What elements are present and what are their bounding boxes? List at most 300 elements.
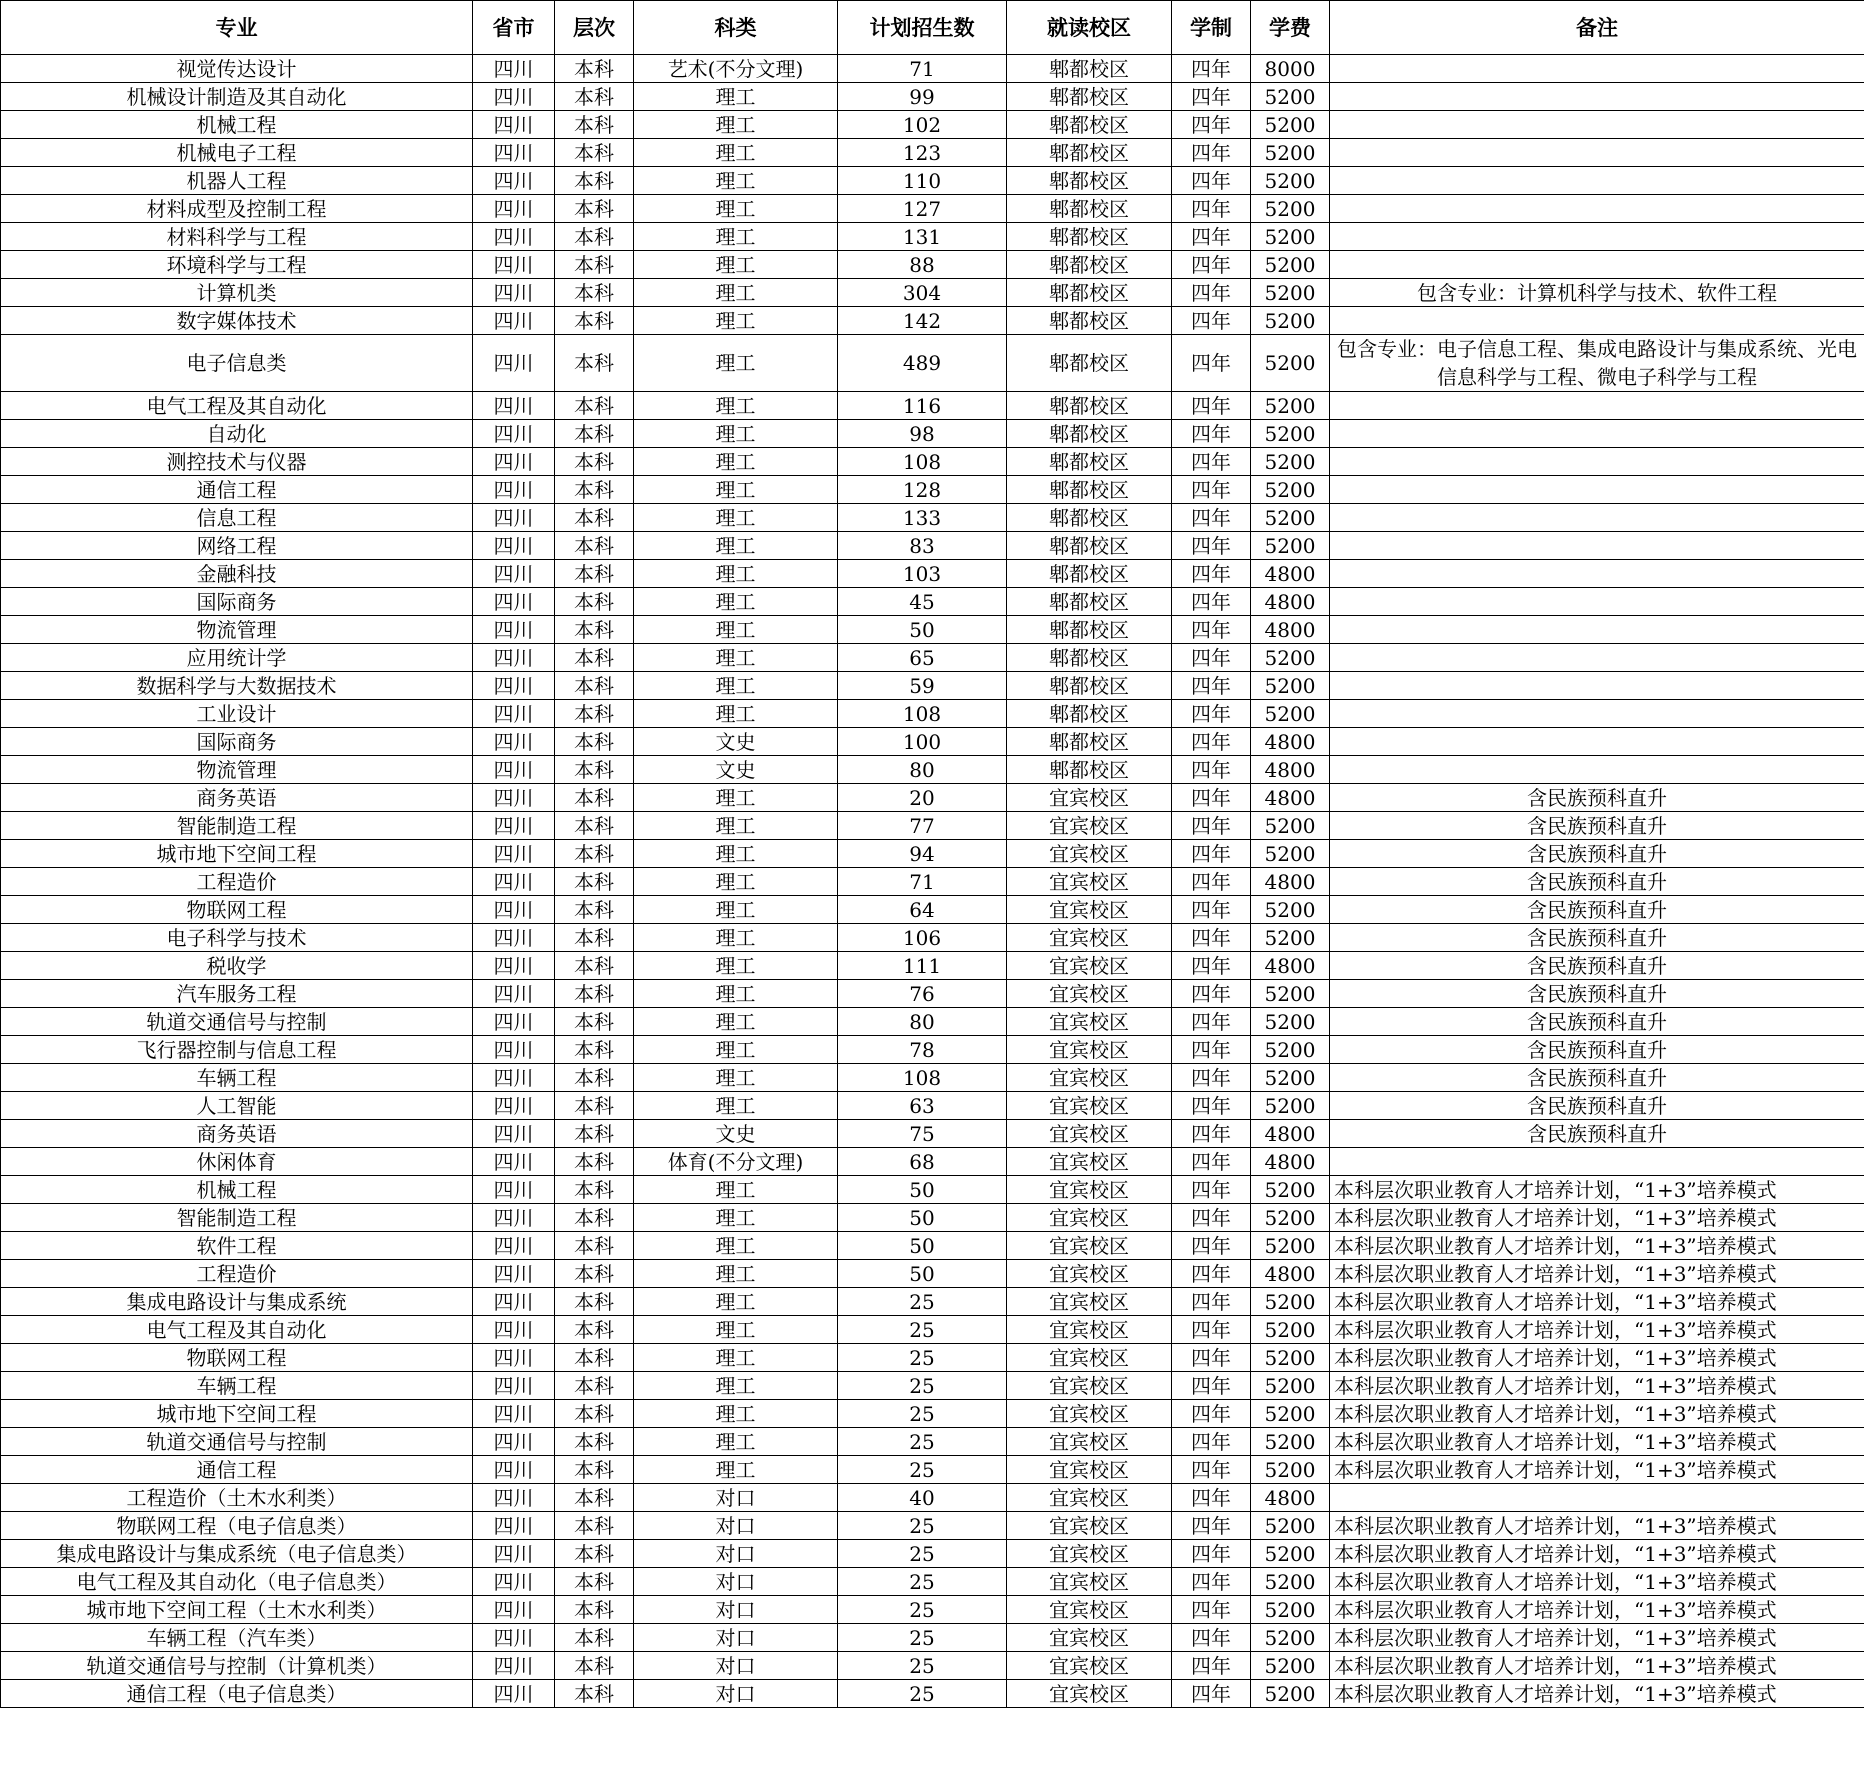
cell-level: 本科	[555, 195, 634, 223]
cell-category: 理工	[634, 1400, 838, 1428]
cell-remarks	[1330, 307, 1864, 335]
cell-tuition: 4800	[1251, 616, 1330, 644]
cell-level: 本科	[555, 223, 634, 251]
cell-tuition: 5200	[1251, 392, 1330, 420]
cell-planned-count: 25	[838, 1428, 1007, 1456]
cell-tuition: 4800	[1251, 868, 1330, 896]
table-row	[1, 896, 1864, 924]
cell-duration: 四年	[1172, 1036, 1251, 1064]
cell-level: 本科	[555, 1540, 634, 1568]
cell-campus: 郫都校区	[1007, 307, 1172, 335]
cell-planned-count: 116	[838, 392, 1007, 420]
cell-tuition: 4800	[1251, 588, 1330, 616]
column-header-province: 省市	[473, 1, 555, 55]
table-row	[1, 980, 1864, 1008]
cell-planned-count: 50	[838, 1232, 1007, 1260]
cell-campus: 宜宾校区	[1007, 1512, 1172, 1540]
cell-planned-count: 98	[838, 420, 1007, 448]
cell-category: 理工	[634, 1092, 838, 1120]
cell-duration: 四年	[1172, 952, 1251, 980]
cell-tuition: 4800	[1251, 728, 1330, 756]
cell-level: 本科	[555, 840, 634, 868]
cell-duration: 四年	[1172, 1344, 1251, 1372]
cell-major: 物联网工程（电子信息类）	[1, 1512, 473, 1540]
cell-level: 本科	[555, 167, 634, 195]
table-row	[1, 1232, 1864, 1260]
cell-province: 四川	[473, 1288, 555, 1316]
cell-category: 理工	[634, 1232, 838, 1260]
table-body	[1, 55, 1864, 1708]
cell-planned-count: 25	[838, 1316, 1007, 1344]
cell-category: 理工	[634, 279, 838, 307]
cell-level: 本科	[555, 1036, 634, 1064]
cell-level: 本科	[555, 1624, 634, 1652]
cell-duration: 四年	[1172, 868, 1251, 896]
table-row	[1, 251, 1864, 279]
column-header-planned-count: 计划招生数	[838, 1, 1007, 55]
cell-province: 四川	[473, 1484, 555, 1512]
cell-tuition: 5200	[1251, 1428, 1330, 1456]
cell-remarks: 本科层次职业教育人才培养计划，“1+3”培养模式	[1330, 1456, 1864, 1484]
cell-province: 四川	[473, 1148, 555, 1176]
cell-planned-count: 25	[838, 1400, 1007, 1428]
cell-level: 本科	[555, 896, 634, 924]
cell-level: 本科	[555, 560, 634, 588]
cell-category: 体育(不分文理)	[634, 1148, 838, 1176]
table-row	[1, 1288, 1864, 1316]
cell-category: 理工	[634, 223, 838, 251]
cell-duration: 四年	[1172, 195, 1251, 223]
cell-remarks	[1330, 55, 1864, 83]
cell-province: 四川	[473, 728, 555, 756]
cell-major: 通信工程	[1, 1456, 473, 1484]
cell-level: 本科	[555, 1288, 634, 1316]
cell-planned-count: 304	[838, 279, 1007, 307]
cell-campus: 郫都校区	[1007, 728, 1172, 756]
cell-campus: 宜宾校区	[1007, 1456, 1172, 1484]
cell-duration: 四年	[1172, 644, 1251, 672]
cell-remarks	[1330, 756, 1864, 784]
cell-campus: 宜宾校区	[1007, 1372, 1172, 1400]
cell-category: 理工	[634, 588, 838, 616]
cell-province: 四川	[473, 868, 555, 896]
cell-duration: 四年	[1172, 896, 1251, 924]
cell-duration: 四年	[1172, 1288, 1251, 1316]
cell-major: 车辆工程	[1, 1064, 473, 1092]
cell-campus: 宜宾校区	[1007, 1008, 1172, 1036]
cell-category: 理工	[634, 251, 838, 279]
cell-remarks: 本科层次职业教育人才培养计划，“1+3”培养模式	[1330, 1372, 1864, 1400]
cell-tuition: 5200	[1251, 167, 1330, 195]
cell-province: 四川	[473, 1120, 555, 1148]
cell-duration: 四年	[1172, 1624, 1251, 1652]
cell-duration: 四年	[1172, 504, 1251, 532]
cell-campus: 宜宾校区	[1007, 1092, 1172, 1120]
cell-remarks	[1330, 448, 1864, 476]
cell-planned-count: 83	[838, 532, 1007, 560]
cell-province: 四川	[473, 616, 555, 644]
cell-planned-count: 108	[838, 1064, 1007, 1092]
cell-tuition: 4800	[1251, 1120, 1330, 1148]
cell-level: 本科	[555, 1456, 634, 1484]
cell-duration: 四年	[1172, 307, 1251, 335]
cell-major: 机械设计制造及其自动化	[1, 83, 473, 111]
cell-planned-count: 133	[838, 504, 1007, 532]
cell-major: 城市地下空间工程（土木水利类）	[1, 1596, 473, 1624]
cell-category: 理工	[634, 139, 838, 167]
cell-remarks: 本科层次职业教育人才培养计划，“1+3”培养模式	[1330, 1400, 1864, 1428]
column-header-remarks: 备注	[1330, 1, 1864, 55]
cell-level: 本科	[555, 616, 634, 644]
cell-major: 轨道交通信号与控制	[1, 1008, 473, 1036]
cell-campus: 宜宾校区	[1007, 868, 1172, 896]
cell-category: 理工	[634, 1372, 838, 1400]
cell-planned-count: 63	[838, 1092, 1007, 1120]
cell-category: 理工	[634, 672, 838, 700]
table-row	[1, 139, 1864, 167]
cell-duration: 四年	[1172, 1484, 1251, 1512]
cell-remarks: 本科层次职业教育人才培养计划，“1+3”培养模式	[1330, 1344, 1864, 1372]
cell-level: 本科	[555, 784, 634, 812]
cell-province: 四川	[473, 700, 555, 728]
cell-campus: 宜宾校区	[1007, 1036, 1172, 1064]
cell-province: 四川	[473, 1232, 555, 1260]
cell-duration: 四年	[1172, 756, 1251, 784]
cell-major: 物流管理	[1, 756, 473, 784]
cell-duration: 四年	[1172, 1652, 1251, 1680]
cell-level: 本科	[555, 139, 634, 167]
cell-planned-count: 123	[838, 139, 1007, 167]
cell-major: 国际商务	[1, 728, 473, 756]
cell-planned-count: 127	[838, 195, 1007, 223]
cell-remarks: 本科层次职业教育人才培养计划，“1+3”培养模式	[1330, 1428, 1864, 1456]
cell-remarks: 本科层次职业教育人才培养计划，“1+3”培养模式	[1330, 1624, 1864, 1652]
cell-duration: 四年	[1172, 1232, 1251, 1260]
cell-tuition: 5200	[1251, 1344, 1330, 1372]
table-row	[1, 476, 1864, 504]
cell-category: 对口	[634, 1596, 838, 1624]
cell-campus: 郫都校区	[1007, 560, 1172, 588]
cell-remarks: 含民族预科直升	[1330, 812, 1864, 840]
cell-remarks	[1330, 1484, 1864, 1512]
cell-duration: 四年	[1172, 1092, 1251, 1120]
cell-level: 本科	[555, 812, 634, 840]
cell-province: 四川	[473, 1008, 555, 1036]
cell-duration: 四年	[1172, 1400, 1251, 1428]
cell-level: 本科	[555, 448, 634, 476]
cell-campus: 宜宾校区	[1007, 1148, 1172, 1176]
cell-level: 本科	[555, 1316, 634, 1344]
cell-province: 四川	[473, 1092, 555, 1120]
cell-campus: 郫都校区	[1007, 251, 1172, 279]
table-row	[1, 1092, 1864, 1120]
cell-category: 对口	[634, 1624, 838, 1652]
cell-level: 本科	[555, 1120, 634, 1148]
cell-province: 四川	[473, 1540, 555, 1568]
cell-major: 材料科学与工程	[1, 223, 473, 251]
cell-remarks: 本科层次职业教育人才培养计划，“1+3”培养模式	[1330, 1512, 1864, 1540]
cell-province: 四川	[473, 1596, 555, 1624]
table-row	[1, 784, 1864, 812]
cell-campus: 郫都校区	[1007, 532, 1172, 560]
cell-duration: 四年	[1172, 672, 1251, 700]
cell-level: 本科	[555, 700, 634, 728]
cell-province: 四川	[473, 896, 555, 924]
table-row	[1, 560, 1864, 588]
cell-major: 轨道交通信号与控制	[1, 1428, 473, 1456]
cell-major: 计算机类	[1, 279, 473, 307]
cell-category: 对口	[634, 1540, 838, 1568]
cell-campus: 宜宾校区	[1007, 1344, 1172, 1372]
cell-level: 本科	[555, 1372, 634, 1400]
cell-campus: 宜宾校区	[1007, 840, 1172, 868]
table-row	[1, 83, 1864, 111]
cell-major: 环境科学与工程	[1, 251, 473, 279]
cell-province: 四川	[473, 392, 555, 420]
table-row	[1, 1540, 1864, 1568]
cell-major: 通信工程（电子信息类）	[1, 1680, 473, 1708]
cell-category: 理工	[634, 700, 838, 728]
cell-duration: 四年	[1172, 532, 1251, 560]
cell-level: 本科	[555, 588, 634, 616]
cell-major: 视觉传达设计	[1, 55, 473, 83]
cell-level: 本科	[555, 980, 634, 1008]
cell-campus: 宜宾校区	[1007, 1680, 1172, 1708]
table-row	[1, 952, 1864, 980]
cell-major: 机械工程	[1, 111, 473, 139]
cell-remarks: 本科层次职业教育人才培养计划，“1+3”培养模式	[1330, 1204, 1864, 1232]
cell-province: 四川	[473, 840, 555, 868]
cell-campus: 宜宾校区	[1007, 1484, 1172, 1512]
cell-tuition: 5200	[1251, 700, 1330, 728]
cell-level: 本科	[555, 420, 634, 448]
table-row	[1, 1176, 1864, 1204]
cell-category: 理工	[634, 1288, 838, 1316]
cell-level: 本科	[555, 1204, 634, 1232]
cell-campus: 郫都校区	[1007, 700, 1172, 728]
cell-planned-count: 71	[838, 868, 1007, 896]
cell-remarks: 本科层次职业教育人才培养计划，“1+3”培养模式	[1330, 1568, 1864, 1596]
table-row	[1, 728, 1864, 756]
cell-category: 文史	[634, 756, 838, 784]
cell-category: 对口	[634, 1512, 838, 1540]
cell-planned-count: 80	[838, 1008, 1007, 1036]
cell-category: 理工	[634, 952, 838, 980]
cell-major: 数字媒体技术	[1, 307, 473, 335]
cell-duration: 四年	[1172, 812, 1251, 840]
cell-level: 本科	[555, 1680, 634, 1708]
table-row	[1, 1148, 1864, 1176]
cell-category: 理工	[634, 812, 838, 840]
cell-campus: 郫都校区	[1007, 420, 1172, 448]
cell-planned-count: 131	[838, 223, 1007, 251]
table-row	[1, 868, 1864, 896]
cell-remarks: 含民族预科直升	[1330, 1092, 1864, 1120]
cell-major: 电气工程及其自动化	[1, 392, 473, 420]
cell-major: 机械工程	[1, 1176, 473, 1204]
cell-planned-count: 45	[838, 588, 1007, 616]
cell-duration: 四年	[1172, 1540, 1251, 1568]
cell-province: 四川	[473, 448, 555, 476]
cell-planned-count: 25	[838, 1652, 1007, 1680]
cell-major: 网络工程	[1, 532, 473, 560]
cell-campus: 宜宾校区	[1007, 1064, 1172, 1092]
cell-planned-count: 25	[838, 1680, 1007, 1708]
cell-duration: 四年	[1172, 392, 1251, 420]
cell-planned-count: 40	[838, 1484, 1007, 1512]
table-row	[1, 1008, 1864, 1036]
column-header-campus: 就读校区	[1007, 1, 1172, 55]
cell-province: 四川	[473, 476, 555, 504]
cell-province: 四川	[473, 55, 555, 83]
cell-remarks	[1330, 83, 1864, 111]
cell-level: 本科	[555, 1344, 634, 1372]
cell-duration: 四年	[1172, 83, 1251, 111]
table-row	[1, 672, 1864, 700]
cell-tuition: 5200	[1251, 1540, 1330, 1568]
cell-tuition: 5200	[1251, 1288, 1330, 1316]
cell-category: 理工	[634, 532, 838, 560]
cell-category: 理工	[634, 980, 838, 1008]
cell-duration: 四年	[1172, 1596, 1251, 1624]
table-row	[1, 700, 1864, 728]
cell-planned-count: 106	[838, 924, 1007, 952]
cell-tuition: 5200	[1251, 1204, 1330, 1232]
cell-major: 集成电路设计与集成系统	[1, 1288, 473, 1316]
cell-remarks	[1330, 644, 1864, 672]
cell-duration: 四年	[1172, 1260, 1251, 1288]
table-row	[1, 1260, 1864, 1288]
cell-duration: 四年	[1172, 840, 1251, 868]
cell-category: 理工	[634, 111, 838, 139]
cell-tuition: 4800	[1251, 952, 1330, 980]
cell-planned-count: 50	[838, 1176, 1007, 1204]
table-row	[1, 335, 1864, 392]
cell-province: 四川	[473, 83, 555, 111]
cell-major: 车辆工程（汽车类）	[1, 1624, 473, 1652]
cell-province: 四川	[473, 532, 555, 560]
cell-planned-count: 110	[838, 167, 1007, 195]
cell-major: 信息工程	[1, 504, 473, 532]
cell-remarks: 包含专业：电子信息工程、集成电路设计与集成系统、光电信息科学与工程、微电子科学与工程	[1330, 335, 1864, 392]
cell-province: 四川	[473, 279, 555, 307]
cell-level: 本科	[555, 868, 634, 896]
cell-remarks	[1330, 111, 1864, 139]
cell-planned-count: 25	[838, 1624, 1007, 1652]
table-row	[1, 1680, 1864, 1708]
cell-province: 四川	[473, 980, 555, 1008]
cell-level: 本科	[555, 307, 634, 335]
cell-planned-count: 50	[838, 616, 1007, 644]
cell-major: 物联网工程	[1, 1344, 473, 1372]
cell-campus: 宜宾校区	[1007, 1624, 1172, 1652]
cell-tuition: 5200	[1251, 1176, 1330, 1204]
cell-remarks: 本科层次职业教育人才培养计划，“1+3”培养模式	[1330, 1260, 1864, 1288]
cell-campus: 郫都校区	[1007, 644, 1172, 672]
cell-major: 车辆工程	[1, 1372, 473, 1400]
cell-category: 理工	[634, 392, 838, 420]
cell-level: 本科	[555, 1148, 634, 1176]
cell-duration: 四年	[1172, 139, 1251, 167]
cell-level: 本科	[555, 251, 634, 279]
cell-province: 四川	[473, 1456, 555, 1484]
cell-level: 本科	[555, 335, 634, 392]
cell-level: 本科	[555, 924, 634, 952]
cell-level: 本科	[555, 1176, 634, 1204]
cell-planned-count: 25	[838, 1456, 1007, 1484]
cell-level: 本科	[555, 1652, 634, 1680]
cell-campus: 郫都校区	[1007, 335, 1172, 392]
cell-remarks	[1330, 532, 1864, 560]
cell-province: 四川	[473, 1428, 555, 1456]
cell-remarks: 含民族预科直升	[1330, 924, 1864, 952]
cell-duration: 四年	[1172, 55, 1251, 83]
cell-remarks	[1330, 392, 1864, 420]
cell-campus: 郫都校区	[1007, 756, 1172, 784]
cell-level: 本科	[555, 1232, 634, 1260]
cell-campus: 宜宾校区	[1007, 1316, 1172, 1344]
cell-campus: 郫都校区	[1007, 504, 1172, 532]
cell-category: 理工	[634, 1008, 838, 1036]
cell-category: 理工	[634, 504, 838, 532]
cell-remarks: 本科层次职业教育人才培养计划，“1+3”培养模式	[1330, 1596, 1864, 1624]
cell-campus: 郫都校区	[1007, 195, 1172, 223]
cell-major: 人工智能	[1, 1092, 473, 1120]
cell-major: 飞行器控制与信息工程	[1, 1036, 473, 1064]
table-row	[1, 195, 1864, 223]
cell-tuition: 5200	[1251, 448, 1330, 476]
table-row	[1, 1036, 1864, 1064]
cell-tuition: 5200	[1251, 279, 1330, 307]
cell-level: 本科	[555, 1400, 634, 1428]
cell-duration: 四年	[1172, 1008, 1251, 1036]
cell-province: 四川	[473, 1204, 555, 1232]
cell-tuition: 5200	[1251, 1008, 1330, 1036]
cell-campus: 宜宾校区	[1007, 1568, 1172, 1596]
cell-province: 四川	[473, 1680, 555, 1708]
cell-category: 理工	[634, 1036, 838, 1064]
cell-province: 四川	[473, 504, 555, 532]
cell-category: 对口	[634, 1652, 838, 1680]
cell-planned-count: 75	[838, 1120, 1007, 1148]
table-row	[1, 1596, 1864, 1624]
cell-planned-count: 94	[838, 840, 1007, 868]
table-row	[1, 812, 1864, 840]
column-header-category: 科类	[634, 1, 838, 55]
cell-duration: 四年	[1172, 223, 1251, 251]
table-row	[1, 1372, 1864, 1400]
cell-level: 本科	[555, 392, 634, 420]
cell-duration: 四年	[1172, 1064, 1251, 1092]
column-header-level: 层次	[555, 1, 634, 55]
table-row	[1, 1316, 1864, 1344]
cell-planned-count: 103	[838, 560, 1007, 588]
cell-duration: 四年	[1172, 335, 1251, 392]
cell-planned-count: 25	[838, 1372, 1007, 1400]
cell-duration: 四年	[1172, 279, 1251, 307]
table-row	[1, 420, 1864, 448]
table-row	[1, 840, 1864, 868]
cell-province: 四川	[473, 952, 555, 980]
table-row	[1, 1652, 1864, 1680]
cell-planned-count: 71	[838, 55, 1007, 83]
cell-planned-count: 64	[838, 896, 1007, 924]
cell-category: 理工	[634, 896, 838, 924]
cell-level: 本科	[555, 1428, 634, 1456]
cell-duration: 四年	[1172, 700, 1251, 728]
cell-duration: 四年	[1172, 167, 1251, 195]
table-row	[1, 1204, 1864, 1232]
